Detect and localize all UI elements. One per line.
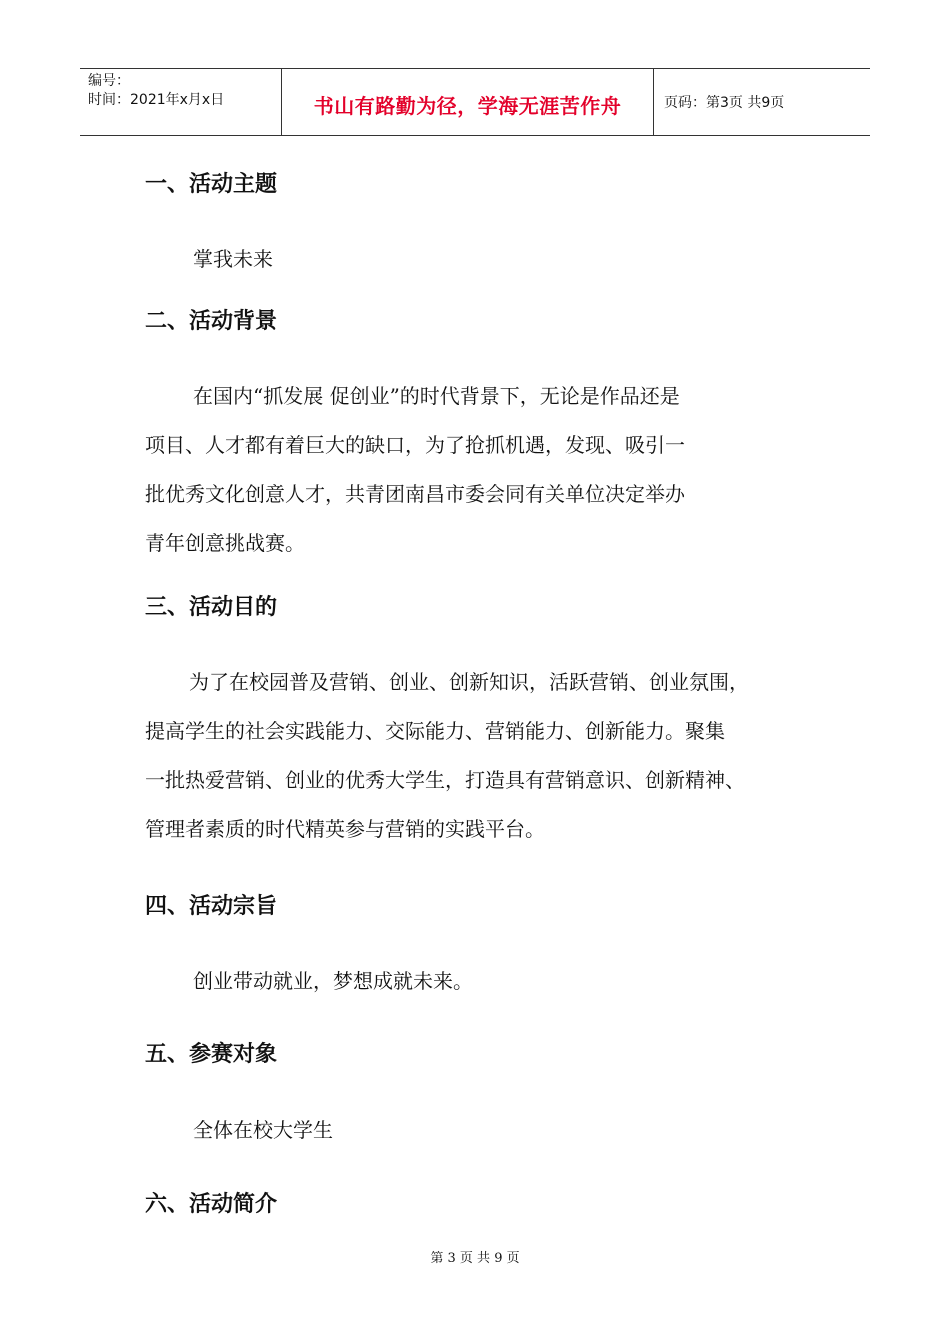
header-motto-cell [282, 69, 654, 135]
section-heading-background: 二、活动背景 [145, 309, 278, 334]
section-heading-participants: 五、参赛对象 [145, 1042, 278, 1067]
section-heading-introduction: 六、活动简介 [145, 1192, 278, 1217]
paragraph-line: 创业带动就业，梦想成就未来。 [193, 969, 473, 993]
header-meta [80, 69, 282, 135]
section-body-background [145, 372, 810, 568]
page-footer: 第 3 页 共 9 页 [430, 1251, 520, 1266]
document-time-label: 时间：2021年x月x日 [88, 92, 225, 108]
header-page-info: 页码：第3页 共9页 [664, 95, 785, 111]
paragraph-line: 掌我未来 [193, 247, 273, 271]
section-body-participants [145, 1106, 810, 1155]
section-heading-aim: 四、活动宗旨 [145, 894, 278, 919]
paragraph-line: 批优秀文化创意人才，共青团南昌市委会同有关单位决定举办 [145, 482, 685, 506]
header-page-info-cell [654, 69, 870, 135]
paragraph-line: 全体在校大学生 [193, 1118, 333, 1142]
paragraph-line: 在国内“抓发展 促创业”的时代背景下，无论是作品还是 [193, 384, 680, 408]
paragraph-line: 管理者素质的时代精英参与营销的实践平台。 [145, 817, 545, 841]
paragraph-line: 一批热爱营销、创业的优秀大学生，打造具有营销意识、创新精神、 [145, 768, 745, 792]
paragraph-line: 为了在校园普及营销、创业、创新知识，活跃营销、创业氛围， [189, 670, 749, 694]
page-header [80, 68, 870, 136]
document-number-label: 编号： [88, 73, 130, 89]
section-body-theme [145, 235, 810, 284]
header-motto: 书山有路勤为径，学海无涯苦作舟 [313, 93, 622, 118]
paragraph-line: 提高学生的社会实践能力、交际能力、营销能力、创新能力。聚集 [145, 719, 725, 743]
section-heading-theme: 一、活动主题 [145, 172, 278, 197]
section-heading-purpose: 三、活动目的 [145, 595, 278, 620]
paragraph-line: 青年创意挑战赛。 [145, 531, 305, 555]
paragraph-line: 项目、人才都有着巨大的缺口，为了抢抓机遇，发现、吸引一 [145, 433, 685, 457]
section-body-purpose [145, 658, 810, 854]
section-body-aim [145, 957, 810, 1006]
